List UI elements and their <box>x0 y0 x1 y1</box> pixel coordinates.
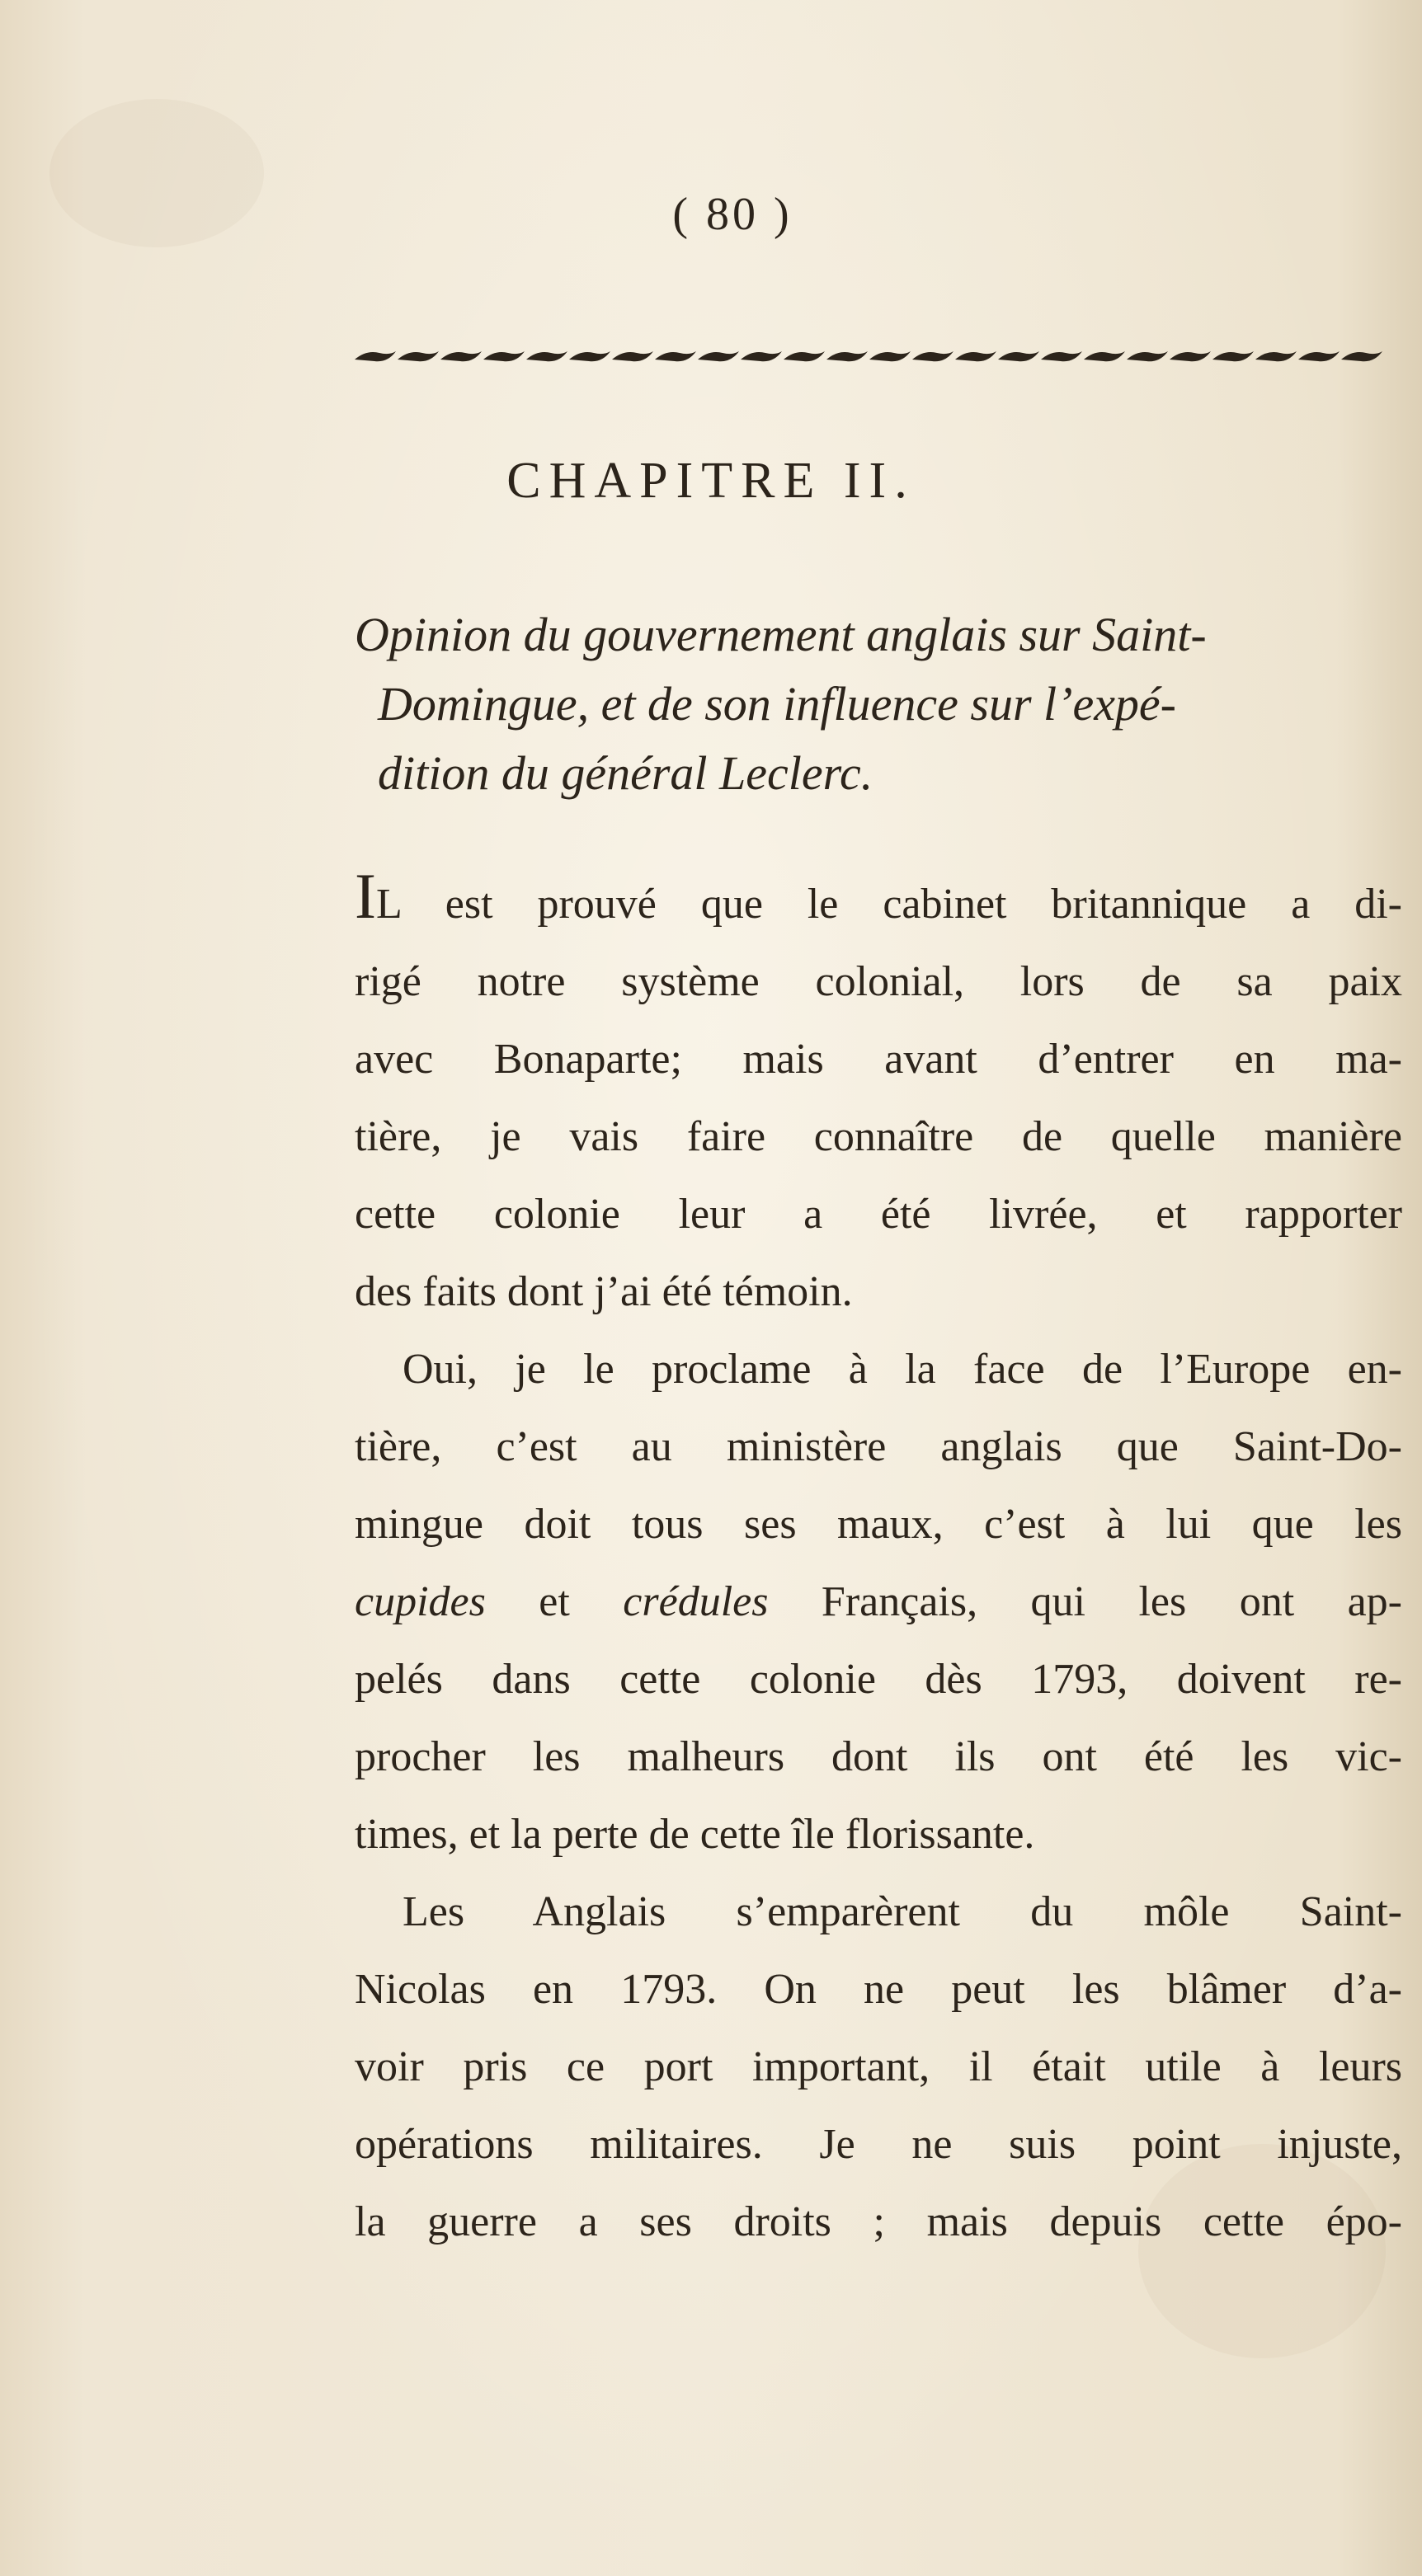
paragraph-line: procher les malheurs dont ils ont été les vic- <box>355 1733 1402 1780</box>
italic-word: cupides <box>355 1578 486 1625</box>
subtitle-line: Opinion du gouvernement anglais sur Saint- <box>355 608 1207 661</box>
paragraph-line: la guerre a ses droits ; mais depuis cette épo- <box>355 2198 1402 2245</box>
paragraph-line: tière, c’est au ministère anglais que Saint-Do- <box>355 1423 1402 1470</box>
paragraph-line <box>355 860 1402 943</box>
paragraph-line-text: et <box>485 1578 624 1625</box>
paragraph-line: des faits dont j’ai été témoin. <box>355 1268 853 1315</box>
ornament-rule <box>355 346 1384 368</box>
paragraph-line-text: L est prouvé que le cabinet britannique a di- <box>375 881 1402 928</box>
paragraph-line <box>355 1563 1402 1641</box>
ornament-row <box>355 351 1382 361</box>
drop-capital: I <box>355 860 376 932</box>
paragraph-line-text: Français, qui les ont ap- <box>768 1578 1402 1625</box>
paragraph-line: opérations militaires. Je ne suis point injuste, <box>355 2121 1402 2168</box>
chapter-title: CHAPITRE II. <box>506 453 916 509</box>
page-number: ( 80 ) <box>672 189 793 240</box>
paragraph-line: mingue doit tous ses maux, c’est à lui que les <box>355 1501 1402 1548</box>
chapter-subtitle <box>355 600 1410 808</box>
subtitle-line: dition du général Leclerc. <box>378 746 873 800</box>
paragraph-line: times, et la perte de cette île florissante. <box>355 1811 1035 1858</box>
paragraph-line: cette colonie leur a été livrée, et rapporter <box>355 1191 1402 1238</box>
subtitle-line: Domingue, et de son influence sur l’expé- <box>378 677 1176 731</box>
paragraph-line: rigé notre système colonial, lors de sa paix <box>355 958 1402 1005</box>
paragraph-line: Nicolas en 1793. On ne peut les blâmer d’a- <box>355 1966 1402 2013</box>
paragraph-line: Les Anglais s’emparèrent du môle Saint- <box>403 1888 1402 1935</box>
paragraph-line: voir pris ce port important, il était utile à leurs <box>355 2043 1402 2090</box>
italic-word: crédules <box>623 1578 769 1625</box>
paragraph-line: pelés dans cette colonie dès 1793, doivent re- <box>355 1656 1402 1703</box>
paragraph-line: tière, je vais faire connaître de quelle manière <box>355 1113 1402 1160</box>
body-text <box>355 860 1402 2261</box>
paragraph-line: avec Bonaparte; mais avant d’entrer en ma- <box>355 1036 1402 1083</box>
paragraph-line: Oui, je le proclame à la face de l’Europe en- <box>403 1346 1402 1393</box>
